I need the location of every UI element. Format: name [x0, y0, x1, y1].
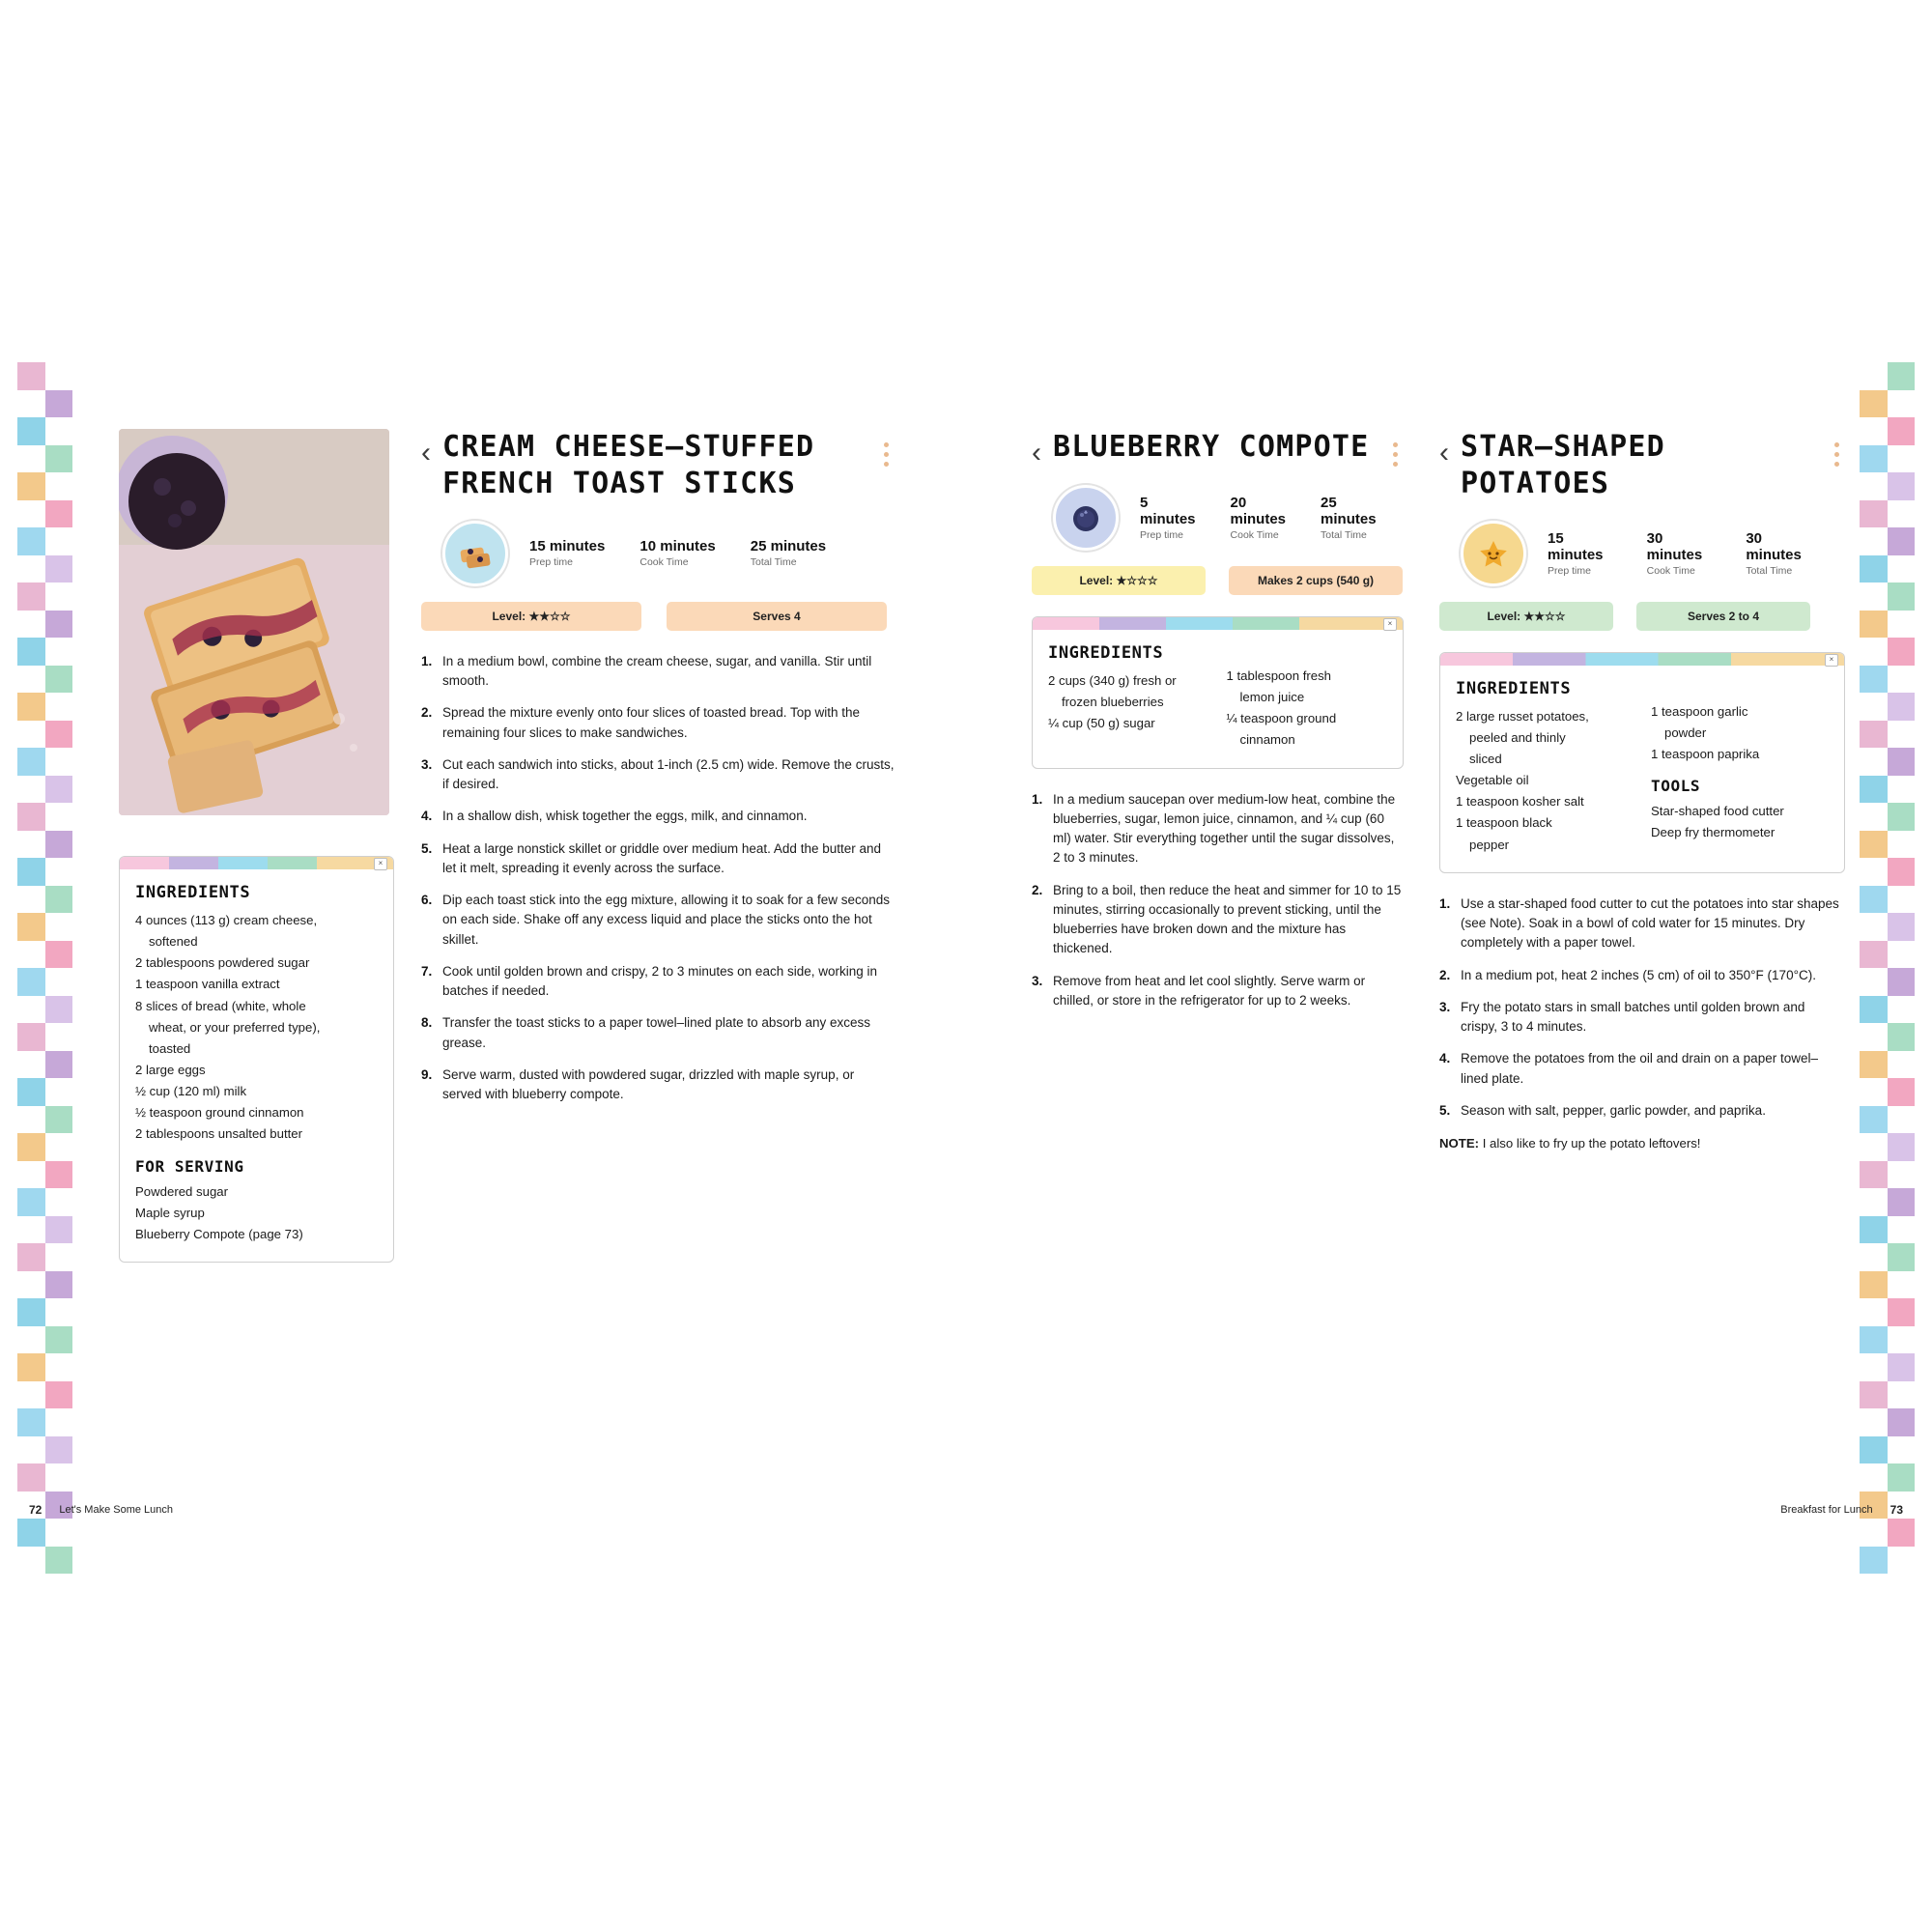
- ingredients-column-2: [1227, 667, 1388, 750]
- blueberry-icon: [1053, 485, 1119, 551]
- step-item: [421, 1065, 895, 1105]
- cook-time: [639, 538, 715, 568]
- steps-list: [421, 652, 895, 1105]
- step-number: 4.: [421, 809, 433, 824]
- step-number: 9.: [421, 1066, 433, 1082]
- ingredient-line: 1 teaspoon black: [1456, 815, 1552, 831]
- ingredients-list: [135, 911, 378, 1144]
- tools-list: [1651, 802, 1829, 841]
- step-item: [1032, 972, 1404, 1011]
- makes-badge: Makes 2 cups (540 g): [1229, 566, 1403, 595]
- step-text: Cook until golden brown and crispy, 2 to 3 minutes on each side, working in batches if needed.: [442, 963, 878, 999]
- step-text: Season with salt, pepper, garlic powder, and paprika.: [1461, 1102, 1766, 1118]
- cook-time: [1647, 530, 1712, 577]
- ingredient-line: 1 teaspoon kosher salt: [1456, 794, 1584, 810]
- level-badge: Level: ★★☆☆: [421, 602, 641, 631]
- back-chevron-icon[interactable]: ‹: [1032, 437, 1041, 469]
- ingredient-line: ½ cup (120 ml) milk: [135, 1084, 247, 1099]
- step-number: 5.: [1439, 1102, 1451, 1118]
- recipe-header: [1032, 429, 1404, 468]
- step-text: Heat a large nonstick skillet or griddle over medium heat. Add the butter and let it melt, spreading it evenly across the surface.: [442, 840, 882, 875]
- card-color-bar: [1033, 617, 1403, 630]
- step-item: [421, 807, 895, 826]
- ingredient-line: softened: [149, 934, 198, 950]
- meta-pills: [1439, 602, 1845, 631]
- cook-time-value: 10 minutes: [639, 538, 716, 555]
- recipe-header: [421, 429, 895, 503]
- step-item: [421, 755, 895, 795]
- step-number: 1.: [421, 653, 433, 668]
- ingredient-line: sliced: [1469, 752, 1502, 767]
- for-serving-heading: FOR SERVING: [135, 1156, 244, 1176]
- ingredient-line: 1 teaspoon garlic: [1651, 703, 1748, 719]
- step-text: In a medium bowl, combine the cream cheese, sugar, and vanilla. Stir until smooth.: [442, 653, 872, 689]
- total-time-value: 25 minutes: [750, 538, 827, 555]
- step-text: Use a star-shaped food cutter to cut the potatoes into star shapes (see Note). Soak in a bowl of cold water for 15 minutes. Dry completely with a paper towel.: [1461, 895, 1839, 951]
- ingredient-line: 1 tablespoon fresh: [1226, 668, 1332, 683]
- cook-time-label: Cook Time: [1230, 529, 1279, 541]
- ingredient-line: Vegetable oil: [1456, 773, 1529, 788]
- step-text: Cut each sandwich into sticks, about 1-inch (2.5 cm) wide. Remove the crusts, if desired.: [442, 756, 895, 792]
- total-time-value: 30 minutes: [1746, 529, 1802, 563]
- star-icon: [1461, 521, 1526, 586]
- tools-heading: TOOLS: [1651, 777, 1701, 796]
- note-label: NOTE:: [1439, 1136, 1480, 1151]
- ingredients-column-1: [1456, 707, 1634, 854]
- close-icon[interactable]: ×: [1825, 654, 1838, 667]
- serves-badge: Serves 4: [667, 602, 887, 631]
- ingredient-line: cinnamon: [1239, 732, 1295, 748]
- prep-time-value: 5 minutes: [1140, 495, 1196, 527]
- step-item: [1439, 1101, 1845, 1121]
- note-text: I also like to fry up the potato leftovers!: [1479, 1136, 1701, 1151]
- recipe-photo: [119, 429, 389, 815]
- ingredient-line: 2 tablespoons unsalted butter: [135, 1126, 303, 1142]
- step-number: 8.: [421, 1015, 433, 1031]
- total-time-label: Total Time: [1746, 564, 1793, 577]
- ingredient-line: lemon juice: [1239, 690, 1305, 705]
- step-number: 2.: [1032, 882, 1043, 897]
- left-page-footer: [29, 1503, 173, 1517]
- steps-list: [1439, 895, 1845, 1121]
- step-text: Fry the potato stars in small batches until golden brown and crispy, 3 to 4 minutes.: [1461, 999, 1805, 1035]
- prep-time-value: 15 minutes: [1548, 529, 1604, 563]
- ingredient-line: 2 tablespoons powdered sugar: [135, 955, 310, 971]
- ingredient-line: frozen blueberries: [1062, 695, 1164, 710]
- total-time-label: Total Time: [1321, 529, 1367, 541]
- recipe-title: STAR–SHAPED POTATOES: [1461, 430, 1665, 501]
- step-number: 6.: [421, 893, 433, 908]
- chapter-right: Breakfast for Lunch: [1780, 1504, 1873, 1516]
- prep-time-label: Prep time: [529, 556, 573, 569]
- ingredients-column-2: [1651, 702, 1829, 763]
- step-item: [421, 962, 895, 1002]
- recipe-header: [1439, 429, 1845, 503]
- step-item: [1439, 998, 1845, 1037]
- total-time-value: 25 minutes: [1321, 495, 1377, 527]
- step-number: 2.: [421, 705, 433, 721]
- ingredients-heading: INGREDIENTS: [135, 883, 251, 902]
- prep-time-value: 15 minutes: [529, 538, 606, 555]
- step-number: 7.: [421, 963, 433, 979]
- step-number: 3.: [1032, 973, 1043, 988]
- more-options-icon[interactable]: [877, 442, 895, 467]
- step-text: In a shallow dish, whisk together the eggs, milk, and cinnamon.: [442, 809, 808, 824]
- step-number: 3.: [421, 756, 433, 772]
- meta-pills: [1032, 566, 1404, 595]
- step-number: 1.: [1032, 791, 1043, 807]
- step-text: Spread the mixture evenly onto four slices of toasted bread. Top with the remaining four slices to make sandwiches.: [442, 705, 860, 740]
- right-page: [966, 0, 1932, 1932]
- step-item: [421, 652, 895, 692]
- step-item: [1032, 790, 1404, 868]
- page-number-right: 73: [1889, 1503, 1903, 1517]
- serves-badge: Serves 2 to 4: [1636, 602, 1810, 631]
- cook-time-value: 20 minutes: [1230, 495, 1287, 527]
- close-icon[interactable]: ×: [374, 858, 387, 870]
- total-time-label: Total Time: [750, 556, 797, 569]
- ingredient-line: Powdered sugar: [135, 1183, 229, 1199]
- ingredient-line: pepper: [1469, 837, 1510, 852]
- step-text: Transfer the toast sticks to a paper towel–lined plate to absorb any excess grease.: [442, 1015, 870, 1050]
- prep-time-label: Prep time: [1548, 564, 1591, 577]
- total-time: [1321, 495, 1377, 541]
- recipe-title-line1: CREAM CHEESE–STUFFED: [442, 430, 815, 464]
- ingredients-card-french-toast: [119, 856, 394, 1263]
- recipe-title: [442, 429, 877, 503]
- cook-time-label: Cook Time: [639, 556, 689, 569]
- cook-time: [1231, 495, 1287, 541]
- step-text: Bring to a boil, then reduce the heat and simmer for 10 to 15 minutes, stirring occasionally to prevent sticking, until the blueberries have broken down and the mixture has thickened.: [1053, 882, 1402, 956]
- ingredient-line: ½ teaspoon ground cinnamon: [135, 1105, 304, 1121]
- recipe-note: [1439, 1134, 1845, 1153]
- meta-pills: [421, 602, 895, 631]
- step-number: 2.: [1439, 967, 1451, 982]
- step-item: [1439, 966, 1845, 985]
- level-badge: Level: ★☆☆☆: [1032, 566, 1206, 595]
- step-text: In a medium saucepan over medium-low heat, combine the blueberries, sugar, lemon juice, cinnamon, and ¼ cup (60 ml) water. Stir everything together until the sugar dissolves, 2 to 3 minutes.: [1053, 791, 1396, 866]
- cook-time-value: 30 minutes: [1646, 529, 1703, 563]
- ingredient-line: 1 teaspoon vanilla extract: [135, 977, 280, 992]
- ingredient-line: 2 cups (340 g) fresh or: [1048, 673, 1177, 688]
- ingredient-line: Blueberry Compote (page 73): [135, 1226, 303, 1241]
- for-serving-list: [135, 1182, 378, 1243]
- recipe-title: BLUEBERRY COMPOTE: [1053, 430, 1370, 464]
- prep-time: [529, 538, 605, 568]
- ingredient-line: 8 slices of bread (white, whole: [135, 998, 306, 1013]
- page-number-left: 72: [29, 1503, 43, 1517]
- recipe-blueberry-compote: [1032, 429, 1404, 1023]
- right-page-footer: [1780, 1503, 1903, 1517]
- step-item: [1439, 895, 1845, 953]
- close-icon[interactable]: ×: [1383, 618, 1397, 631]
- total-time: [1746, 530, 1810, 577]
- step-number: 1.: [1439, 895, 1451, 911]
- ingredient-line: 4 ounces (113 g) cream cheese,: [135, 913, 318, 927]
- ingredient-line: toasted: [149, 1040, 191, 1056]
- step-number: 3.: [1439, 999, 1451, 1014]
- step-item: [421, 1013, 895, 1053]
- level-badge: Level: ★★☆☆: [1439, 602, 1613, 631]
- step-text: In a medium pot, heat 2 inches (5 cm) of oil to 350°F (170°C).: [1461, 967, 1816, 982]
- card-color-bar: [120, 857, 393, 869]
- time-row: [1461, 521, 1845, 586]
- step-item: [1439, 1049, 1845, 1089]
- ingredient-line: wheat, or your preferred type),: [149, 1019, 321, 1035]
- step-item: [1032, 881, 1404, 959]
- ingredient-line: Deep fry thermometer: [1651, 825, 1776, 840]
- ingredients-card-blueberry: [1032, 616, 1404, 769]
- ingredient-line: ¼ cup (50 g) sugar: [1048, 716, 1155, 731]
- prep-time: [1140, 495, 1196, 541]
- ingredient-line: peeled and thinly: [1469, 729, 1566, 745]
- back-chevron-icon[interactable]: ‹: [1439, 437, 1449, 469]
- ingredient-line: Star-shaped food cutter: [1651, 804, 1784, 819]
- step-number: 5.: [421, 840, 433, 856]
- ingredients-column-1: [1048, 671, 1209, 732]
- more-options-icon[interactable]: [1386, 442, 1404, 467]
- step-text: Serve warm, dusted with powdered sugar, drizzled with maple syrup, or served with blueberry compote.: [442, 1066, 855, 1102]
- recipe-star-potatoes: [1439, 429, 1845, 1153]
- total-time: [751, 538, 826, 568]
- ingredient-line: 2 large eggs: [135, 1062, 206, 1077]
- more-options-icon[interactable]: [1828, 442, 1845, 467]
- ingredients-heading: INGREDIENTS: [1048, 643, 1164, 663]
- step-number: 4.: [1439, 1051, 1451, 1066]
- step-text: Remove the potatoes from the oil and drain on a paper towel–lined plate.: [1461, 1051, 1818, 1086]
- ingredient-line: powder: [1664, 724, 1707, 740]
- cook-time-label: Cook Time: [1646, 564, 1695, 577]
- step-text: Remove from heat and let cool slightly. Serve warm or chilled, or store in the refrigerator for up to 2 weeks.: [1053, 973, 1366, 1008]
- ingredients-card-potatoes: [1439, 652, 1845, 873]
- step-text: Dip each toast stick into the egg mixture, allowing it to soak for a few seconds on each side. Shake off any excess liquid and place the sticks onto the hot skillet.: [442, 893, 890, 947]
- ingredient-line: 1 teaspoon paprika: [1651, 747, 1760, 762]
- time-row: [442, 521, 895, 586]
- step-item: [421, 703, 895, 743]
- ingredient-line: ¼ teaspoon ground: [1226, 711, 1337, 726]
- time-row: [1053, 485, 1404, 551]
- french-toast-icon: [442, 521, 508, 586]
- recipe-french-toast: [421, 429, 895, 1117]
- recipe-title-line2: FRENCH TOAST STICKS: [442, 467, 796, 501]
- step-item: [421, 891, 895, 950]
- chapter-left: Let's Make Some Lunch: [59, 1504, 174, 1516]
- ingredient-line: 2 large russet potatoes,: [1456, 708, 1589, 724]
- steps-list: [1032, 790, 1404, 1011]
- prep-time-label: Prep time: [1140, 529, 1183, 541]
- back-chevron-icon[interactable]: ‹: [421, 437, 431, 469]
- ingredient-line: Maple syrup: [135, 1205, 205, 1220]
- card-color-bar: [1440, 653, 1844, 666]
- prep-time: [1548, 530, 1612, 577]
- step-item: [421, 839, 895, 879]
- ingredients-heading: INGREDIENTS: [1456, 678, 1572, 698]
